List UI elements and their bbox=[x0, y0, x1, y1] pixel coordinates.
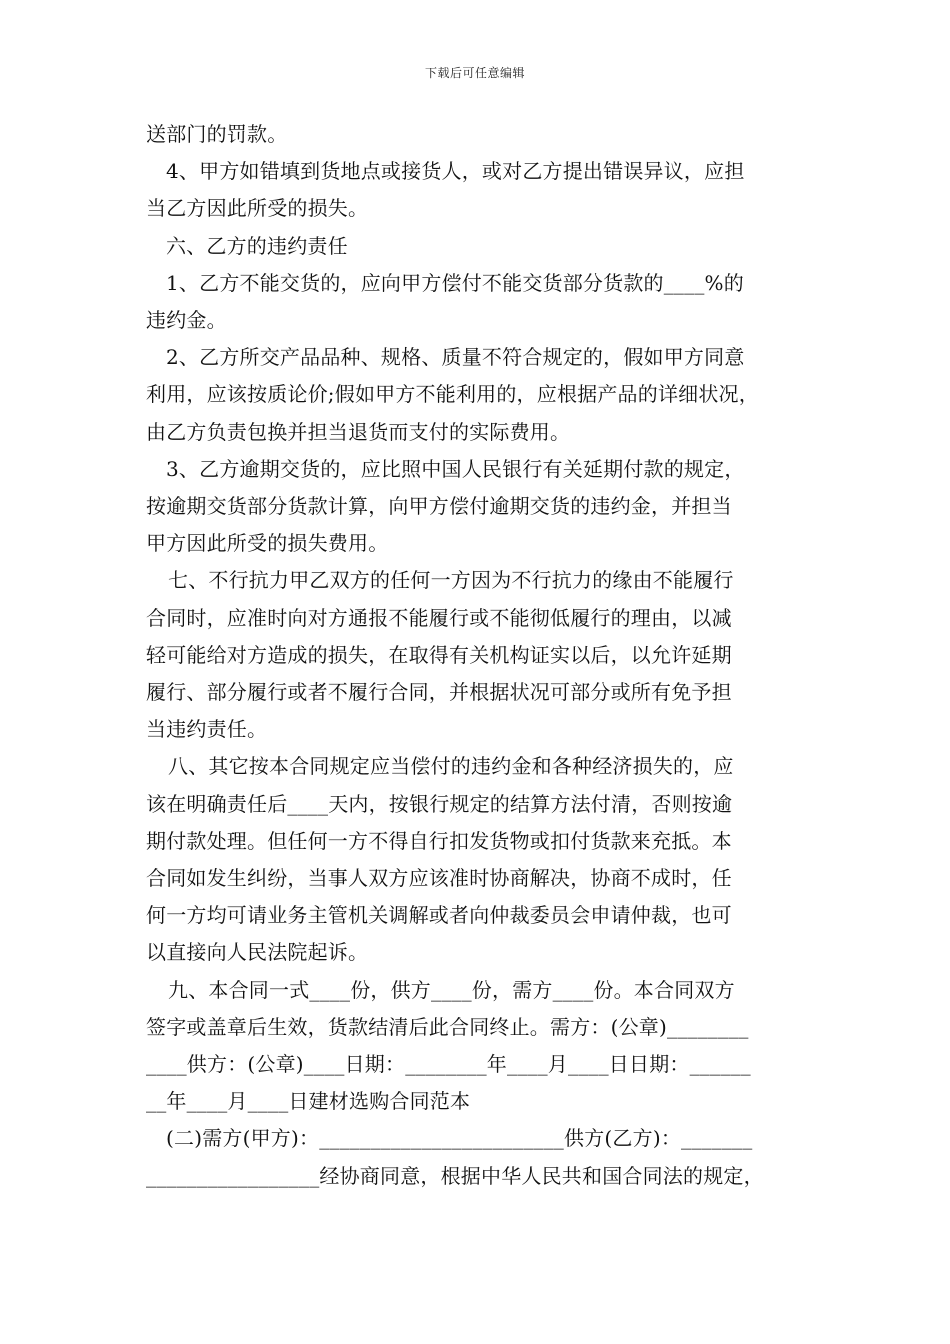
text-line: 何一方均可请业务主管机关调解或者向仲裁委员会申请仲裁，也可 bbox=[146, 903, 732, 928]
page-header: 下载后可任意编辑 bbox=[424, 66, 525, 80]
text-line: 期付款处理。但任何一方不得自行扣发货物或扣付货款来充抵。本 bbox=[146, 828, 732, 853]
text-line: 由乙方负责包换并担当退货而支付的实际费用。 bbox=[146, 419, 571, 444]
text-line: 4、甲方如错填到货地点或接货人，或对乙方提出错误异议，应担 bbox=[166, 159, 745, 184]
text-line: 合同时，应准时向对方通报不能履行或不能彻低履行的理由，以减 bbox=[146, 605, 732, 630]
text-line: 利用，应该按质论价;假如甲方不能利用的，应根据产品的详细状况， bbox=[146, 382, 759, 407]
text-line: 合同如发生纠纷，当事人双方应该准时协商解决，协商不成时，任 bbox=[146, 866, 732, 891]
text-line: 违约金。 bbox=[146, 308, 227, 333]
text-line: 轻可能给对方造成的损失，在取得有关机构证实以后，以允许延期 bbox=[146, 642, 732, 667]
text-line: 以直接向人民法院起诉。 bbox=[146, 940, 369, 965]
text-line: 六、乙方的违约责任 bbox=[166, 233, 348, 258]
text-line: 按逾期交货部分货款计算，向甲方偿付逾期交货的违约金，并担当 bbox=[146, 494, 732, 519]
text-line: 签字或盖章后生效，货款结清后此合同终止。需方：(公章)________ bbox=[146, 1014, 749, 1039]
text-line: 甲方因此所受的损失费用。 bbox=[146, 531, 389, 556]
text-line: 七、不行抗力甲乙双方的任何一方因为不行抗力的缘由不能履行 bbox=[168, 568, 734, 593]
text-line: 八、其它按本合同规定应当偿付的违约金和各种经济损失的，应 bbox=[168, 754, 734, 779]
text-line: _________________经协商同意，根据中华人民共和国合同法的规定， bbox=[146, 1163, 764, 1188]
text-line: 履行、部分履行或者不履行合同，并根据状况可部分或所有免予担 bbox=[146, 680, 732, 705]
text-line: 3、乙方逾期交货的，应比照中国人民银行有关延期付款的规定， bbox=[166, 456, 745, 481]
text-line: 当违约责任。 bbox=[146, 717, 268, 742]
text-line: 当乙方因此所受的损失。 bbox=[146, 196, 369, 221]
text-line: 该在明确责任后____天内，按银行规定的结算方法付清，否则按逾 bbox=[146, 791, 733, 816]
text-line: (二)需方(甲方)：________________________供方(乙方)：_______ bbox=[166, 1126, 753, 1151]
text-line: 九、本合同一式____份，供方____份，需方____份。本合同双方 bbox=[168, 977, 735, 1002]
text-line: __年____月____日建材选购合同范本 bbox=[146, 1089, 471, 1114]
text-line: 送部门的罚款。 bbox=[146, 122, 288, 146]
document-body bbox=[146, 116, 812, 1195]
text-line: 1、乙方不能交货的，应向甲方偿付不能交货部分货款的____%的 bbox=[166, 270, 744, 295]
text-line: ____供方：(公章)____日期：________年____月____日日期：______ bbox=[146, 1052, 751, 1077]
text-line: 2、乙方所交产品品种、规格、质量不符合规定的，假如甲方同意 bbox=[166, 345, 745, 370]
